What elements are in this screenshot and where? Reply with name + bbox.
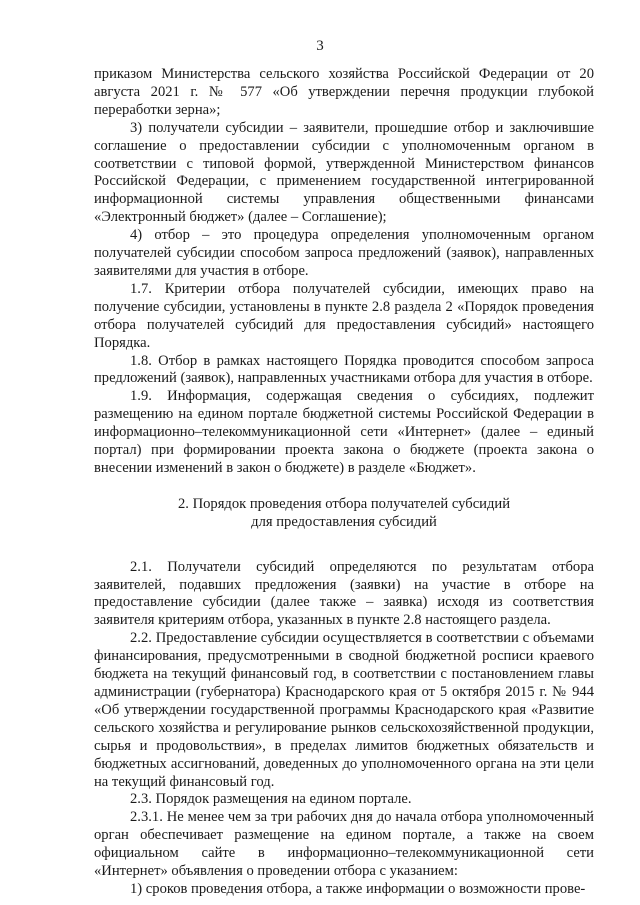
paragraph-1-9: 1.9. Информация, содержащая сведения о субсидиях, подлежит размещению на едином портале бюджетной системы Российской Федерации в информационно–телекоммуникационной сети «Интернет» (далее – единый портал) при формировании проекта закона о бюджете (проекта закона о внесении изменений в закон о бюджете) в разделе «Бюджет». xyxy=(94,388,594,476)
paragraph-1-8: 1.8. Отбор в рамках настоящего Порядка проводится способом запроса предложений (заявок), направленных участниками отбора для участия в отборе. xyxy=(94,352,594,387)
paragraph-2-2: 2.2. Предоставление субсидии осуществляется в соответствии с объемами финансирования, предусмотренными в сводной бюджетной росписи краевого бюджета на текущий финансовый год, в соответствии с постановлением главы администрации (губернатора) Краснодарского края от 5 октября 2015 г. № 944 «Об утверждении государственной программы Краснодарского края «Развитие сельского хозяйства и регулирование рынков сельскохозяйственной продукции, сырья и продовольствия», в пределах лимитов бюджетных обязательств и бюджетных ассигнований, доведенных до уполномоченного органа на эти цели на текущий финансовый год. xyxy=(94,630,594,790)
paragraph-item-4: 4) отбор – это процедура определения уполномоченным органом получателей субсидии способом запроса предложений (заявок), направленных заявителями для участия в отборе. xyxy=(94,227,594,279)
section-heading xyxy=(94,496,594,532)
page-number: 3 xyxy=(316,38,324,54)
section-heading-line-2: для предоставления субсидий xyxy=(251,513,437,530)
paragraph-2-3: 2.3. Порядок размещения на едином портале. xyxy=(130,791,412,808)
paragraph-1-7: 1.7. Критерии отбора получателей субсидии, имеющих право на получение субсидии, установлены в пункте 2.8 раздела 2 «Порядок проведения отбора получателей субсидий для предоставления субсидий» настоящего Порядка. xyxy=(94,280,594,351)
paragraph-item-3: 3) получатели субсидии – заявители, прошедшие отбор и заключившие соглашение о предоставлении субсидии с уполномоченным органом в соответствии с типовой формой, утвержденной Министерством финансов Российской Федерации, с применением государственной интегрированной информационной системы управления общественными финансами «Электронный бюджет» (далее – Соглашение); xyxy=(94,119,594,226)
paragraph-list-item-1: 1) сроков проведения отбора, а также информации о возможности прове- xyxy=(130,880,586,897)
paragraph-2-3-1: 2.3.1. Не менее чем за три рабочих дня до начала отбора уполномоченный орган обеспечивает размещение на едином портале, а также на своем официальном сайте в информационно–телекоммуникационной сети «Интернет» объявления о проведении отбора с указанием: xyxy=(94,809,594,880)
paragraph-continuation: приказом Министерства сельского хозяйства Российской Федерации от 20 августа 2021 г. № 577 «Об утверждении перечня продукции глубокой переработки зерна»; xyxy=(94,66,594,118)
paragraph-2-1: 2.1. Получатели субсидий определяются по результатам отбора заявителей, подавших предложения (заявки) на участие в отборе на предоставление субсидии (далее также – заявка) исходя из соответствия заявителя критериям отбора, указанных в пункте 2.8 настоящего раздела. xyxy=(94,558,594,629)
section-heading-line-1: 2. Порядок проведения отбора получателей субсидий xyxy=(177,495,511,512)
document-body xyxy=(94,66,594,899)
